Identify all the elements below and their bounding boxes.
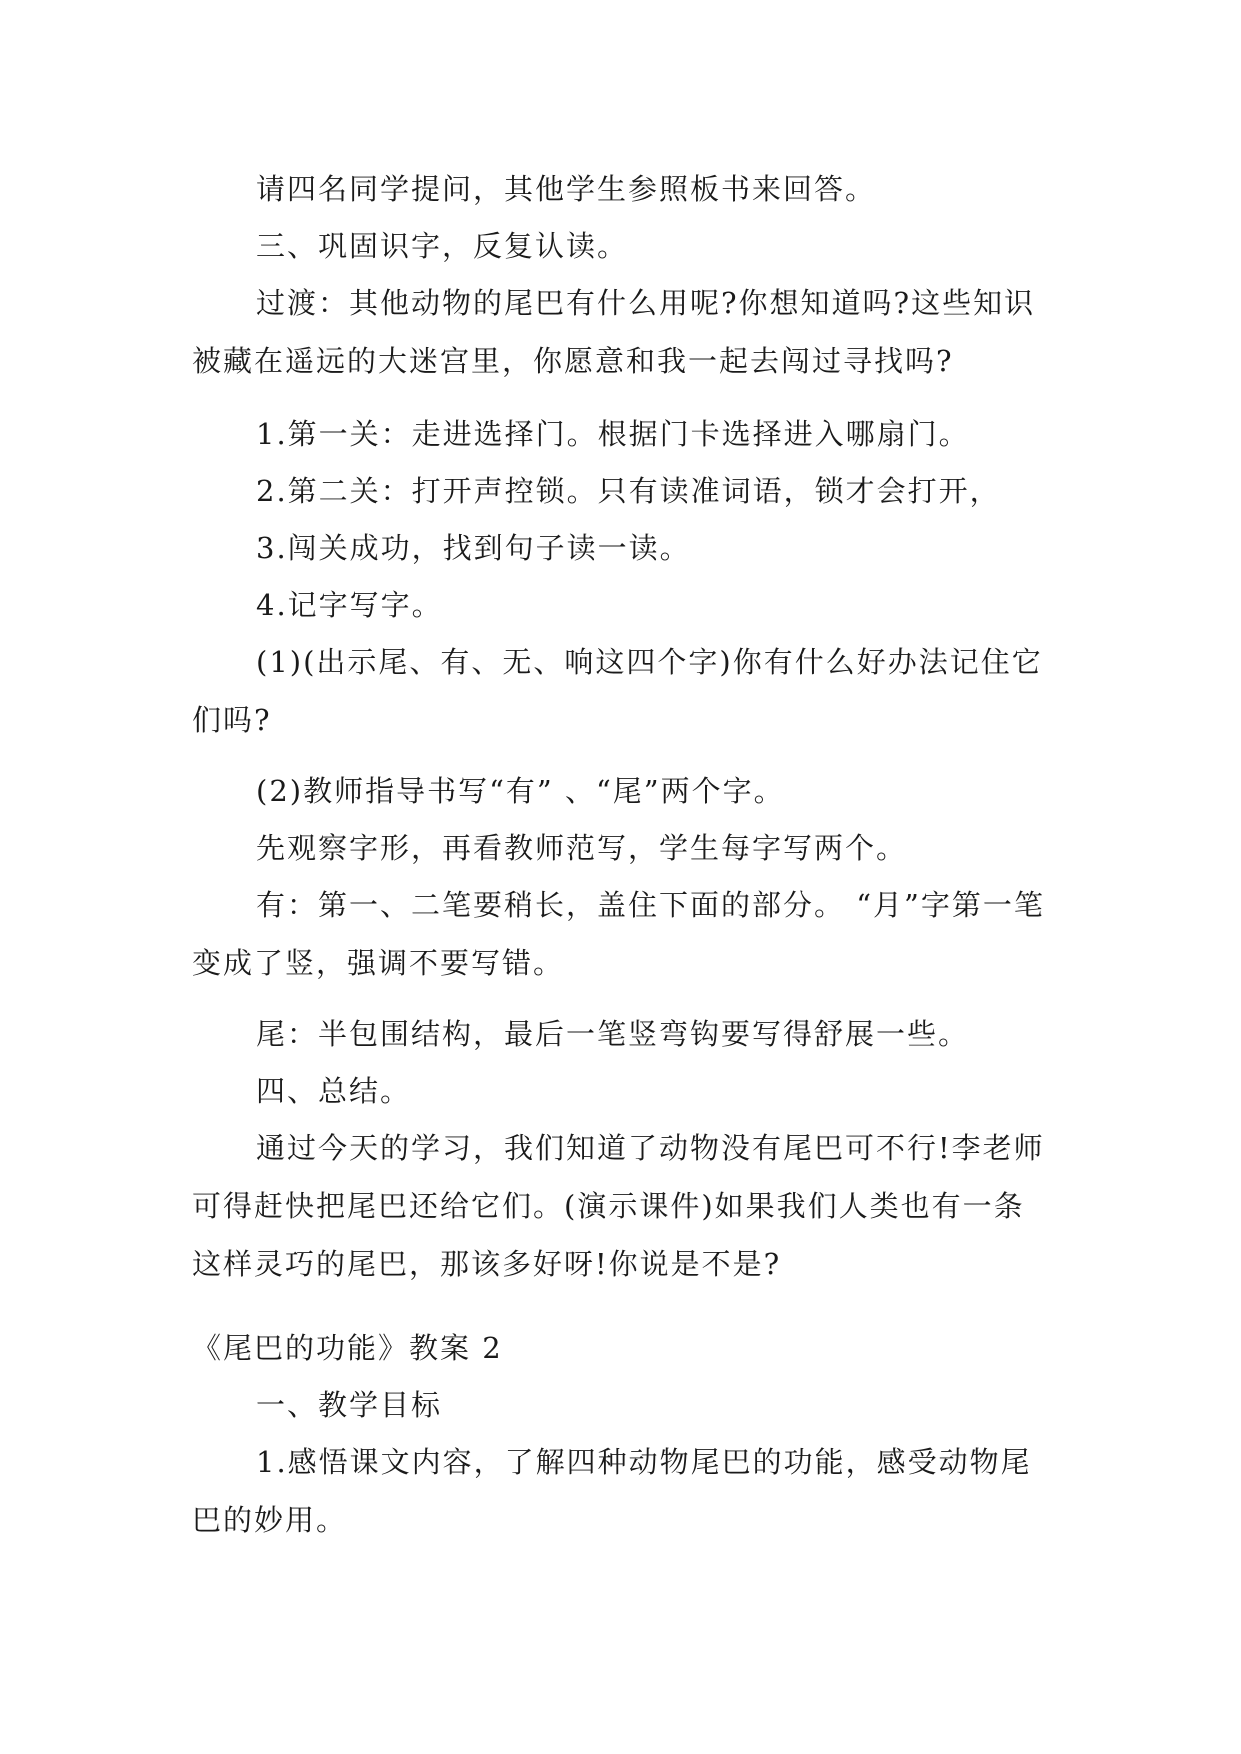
sub-item-teacher-guidance: (2)教师指导书写“有” 、“尾”两个字。 (256, 774, 785, 808)
paragraph-you-character: 有：第一、二笔要稍长，盖住下面的部分。 “月”字第一笔变成了竖，强调不要写错。 (192, 888, 1045, 980)
list-item-write-characters: 4.记字写字。 (256, 588, 443, 622)
heading-summary: 四、总结。 (256, 1074, 412, 1108)
sub-item-memorize: (1)(出示尾、有、无、响这四个字)你有什么好办法记住它们吗? (192, 645, 1043, 737)
list-item-level-two: 2.第二关：打开声控锁。只有读准词语，锁才会打开， (256, 474, 1001, 508)
paragraph-tail-character: 尾：半包围结构，最后一笔竖弯钩要写得舒展一些。 (256, 1017, 970, 1051)
section-title-lesson-2: 《尾巴的功能》教案 2 (192, 1331, 503, 1365)
heading-consolidate-reading: 三、巩固识字，反复认读。 (256, 229, 629, 263)
paragraph-transition: 过渡：其他动物的尾巴有什么用呢?你想知道吗?这些知识被藏在遥远的大迷宫里，你愿意和我一起去闯过寻找吗? (192, 286, 1036, 378)
paragraph-goal-one: 1.感悟课文内容，了解四种动物尾巴的功能，感受动物尾巴的妙用。 (192, 1445, 1032, 1537)
heading-teaching-goals: 一、教学目标 (256, 1388, 443, 1422)
paragraph-student-questions: 请四名同学提问，其他学生参照板书来回答。 (256, 172, 877, 206)
paragraph-observe: 先观察字形，再看教师范写，学生每字写两个。 (256, 831, 908, 865)
list-item-level-one: 1.第一关：走进选择门。根据门卡选择进入哪扇门。 (256, 417, 970, 451)
paragraph-conclusion: 通过今天的学习，我们知道了动物没有尾巴可不行!李老师可得赶快把尾巴还给它们。(演示课件)如果我们人类也有一条这样灵巧的尾巴，那该多好呀!你说是不是? (192, 1131, 1045, 1281)
list-item-success: 3.闯关成功，找到句子读一读。 (256, 531, 691, 565)
